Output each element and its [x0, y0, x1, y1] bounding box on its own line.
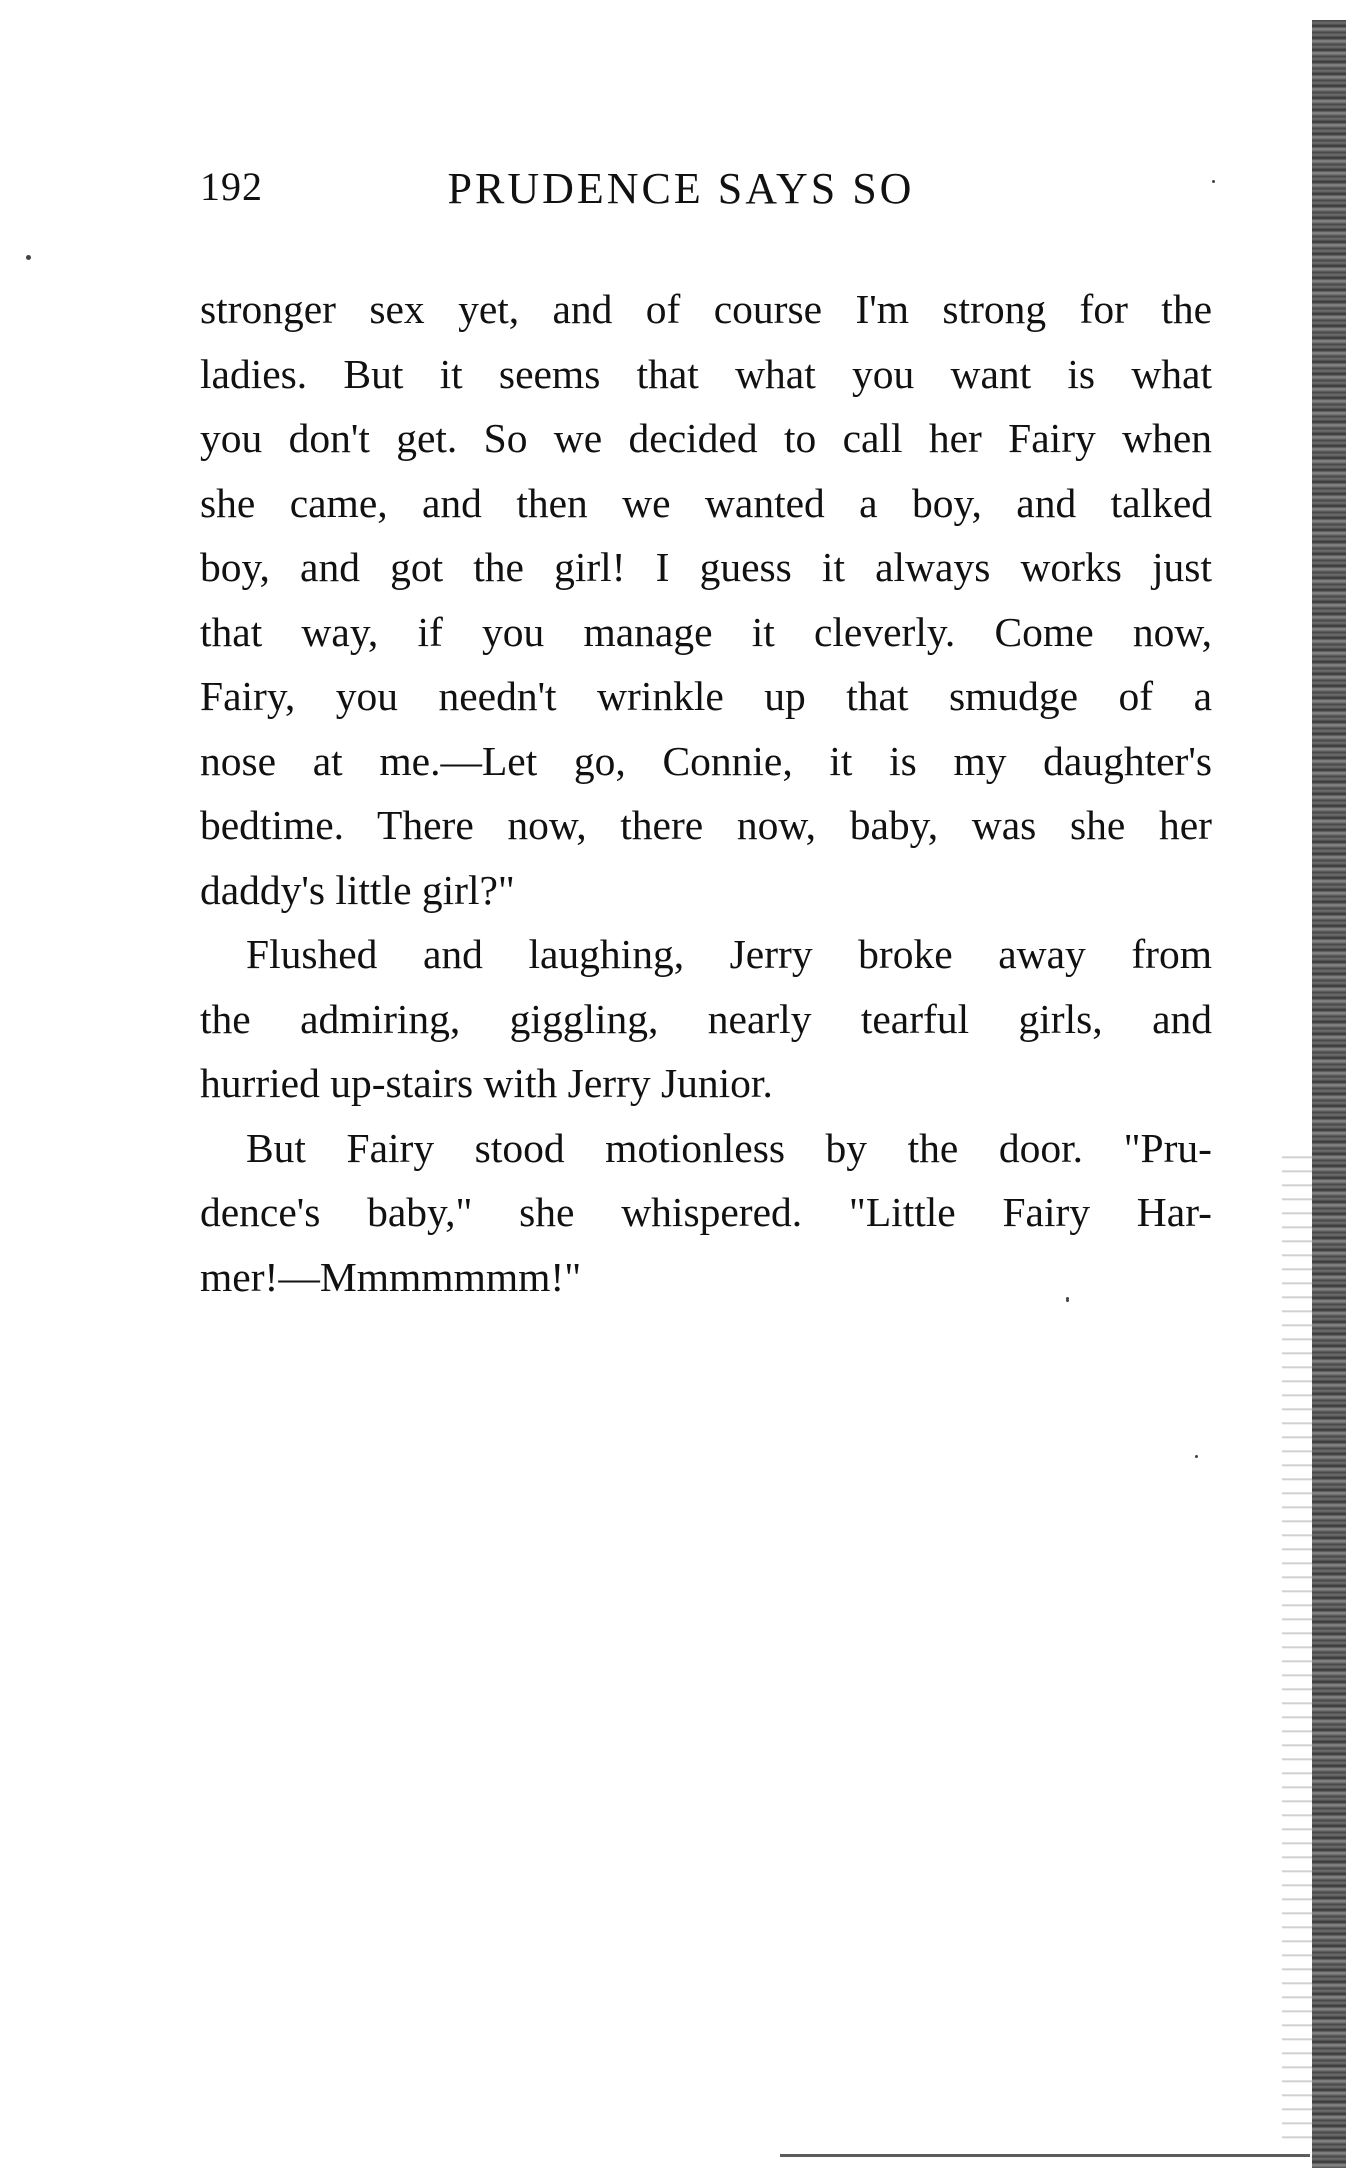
text-line: hurried up-stairs with Jerry Junior. — [200, 1060, 773, 1106]
text-line: the admiring, giggling, nearly tearful girls, and — [200, 995, 1212, 1042]
text-line: ladies. But it seems that what you want is what — [200, 350, 1212, 397]
running-title: PRUDENCE SAYS SO — [447, 164, 915, 213]
body-text — [200, 277, 1212, 1309]
text-line: stronger sex yet, and of course I'm strong for the — [200, 286, 1212, 332]
text-line: Fairy, you needn't wrinkle up that smudge of a — [200, 673, 1212, 719]
text-line: she came, and then we wanted a boy, and talked — [200, 479, 1212, 526]
text-line: daddy's little girl?" — [200, 866, 515, 913]
text-line: that way, if you manage it cleverly. Come now, — [200, 608, 1212, 655]
scan-fleck — [26, 255, 31, 260]
scan-speckle — [1282, 1150, 1312, 2150]
scan-fleck — [1212, 180, 1215, 183]
scan-fleck — [1195, 1455, 1198, 1458]
text-line: you don't get. So we decided to call her Fairy when — [200, 415, 1212, 461]
scan-fleck — [1066, 1299, 1069, 1302]
text-line: mer!—Mmmmmmm!" — [200, 1253, 582, 1300]
text-line: boy, and got the girl! I guess it always works just — [200, 544, 1212, 590]
text-line: nose at me.—Let go, Connie, it is my daughter's — [200, 737, 1212, 784]
binding-edge-shadow — [1312, 20, 1346, 2168]
page-header — [200, 163, 1212, 223]
text-line: Flushed and laughing, Jerry broke away from — [246, 931, 1212, 977]
text-line: But Fairy stood motionless by the door. "Pru- — [246, 1124, 1212, 1171]
page-number: 192 — [200, 164, 263, 209]
text-line: bedtime. There now, there now, baby, was she her — [200, 802, 1212, 848]
text-line: dence's baby," she whispered. "Little Fairy Har- — [200, 1189, 1212, 1235]
scan-edge-line — [780, 2154, 1310, 2157]
